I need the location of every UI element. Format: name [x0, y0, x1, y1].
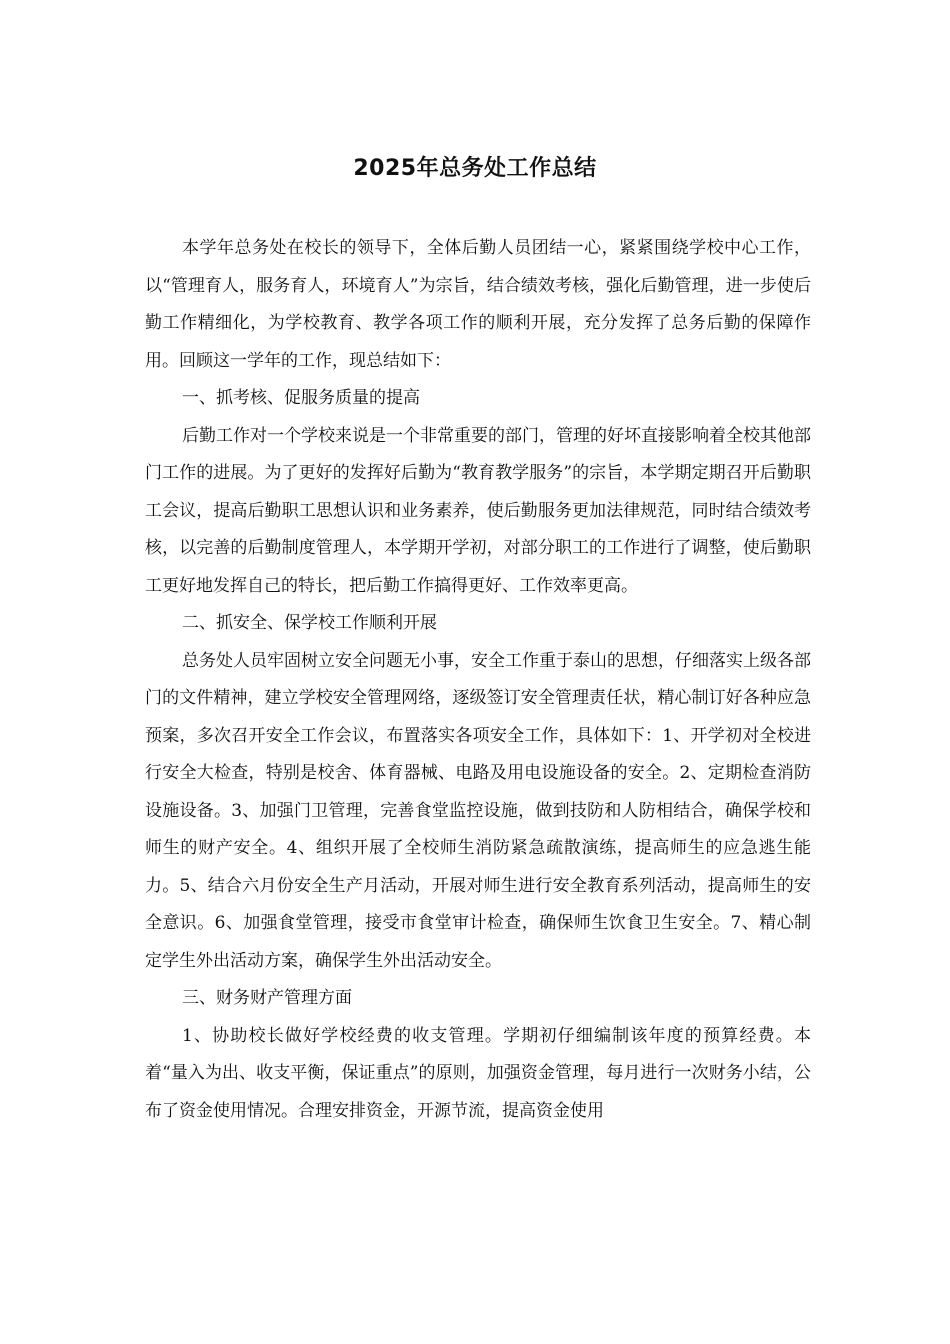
document-title: 2025年总务处工作总结 — [353, 156, 597, 181]
document-body — [145, 230, 811, 1130]
section-3-paragraph: 1、协助校长做好学校经费的收支管理。学期初仔细编制该年度的预算经费。本着“量入为出、收支平衡，保证重点”的原则，加强资金管理，每月进行一次财务小结，公布了资金使用情况。合理安排资金，开源节流，提高资金使用 — [145, 1025, 811, 1121]
section-heading-1: 一、抓考核、促服务质量的提高 — [182, 388, 420, 408]
section-heading-2: 二、抓安全、保学校工作顺利开展 — [182, 613, 437, 633]
section-heading-3: 三、财务财产管理方面 — [182, 988, 352, 1008]
intro-paragraph: 本学年总务处在校长的领导下，全体后勤人员团结一心，紧紧围绕学校中心工作，以“管理育人，服务育人，环境育人”为宗旨，结合绩效考核，强化后勤管理，进一步使后勤工作精细化，为学校教育、教学各项工作的顺利开展，充分发挥了总务后勤的保障作用。回顾这一学年的工作，现总结如下： — [145, 238, 811, 371]
section-1-paragraph: 后勤工作对一个学校来说是一个非常重要的部门，管理的好坏直接影响着全校其他部门工作的进展。为了更好的发挥好后勤为“教育教学服务”的宗旨，本学期定期召开后勤职工会议，提高后勤职工思想认识和业务素养，使后勤服务更加法律规范，同时结合绩效考核，以完善的后勤制度管理人，本学期开学初，对部分职工的工作进行了调整，使后勤职工更好地发挥自己的特长，把后勤工作搞得更好、工作效率更高。 — [145, 425, 811, 596]
section-2-paragraph: 总务处人员牢固树立安全问题无小事，安全工作重于泰山的思想，仔细落实上级各部门的文件精神，建立学校安全管理网络，逐级签订安全管理责任状，精心制订好各种应急预案，多次召开安全工作会议，布置落实各项安全工作，具体如下：1、开学初对全校进行安全大检查，特别是校舍、体育器械、电路及用电设施设备的安全。2、定期检查消防设施设备。3、加强门卫管理，完善食堂监控设施，做到技防和人防相结合，确保学校和师生的财产安全。4、组织开展了全校师生消防紧急疏散演练，提高师生的应急逃生能力。5、结合六月份安全生产月活动，开展对师生进行安全教育系列活动，提高师生的安全意识。6、加强食堂管理，接受市食堂审计检查，确保师生饮食卫生安全。7、精心制定学生外出活动方案，确保学生外出活动安全。 — [145, 650, 811, 971]
